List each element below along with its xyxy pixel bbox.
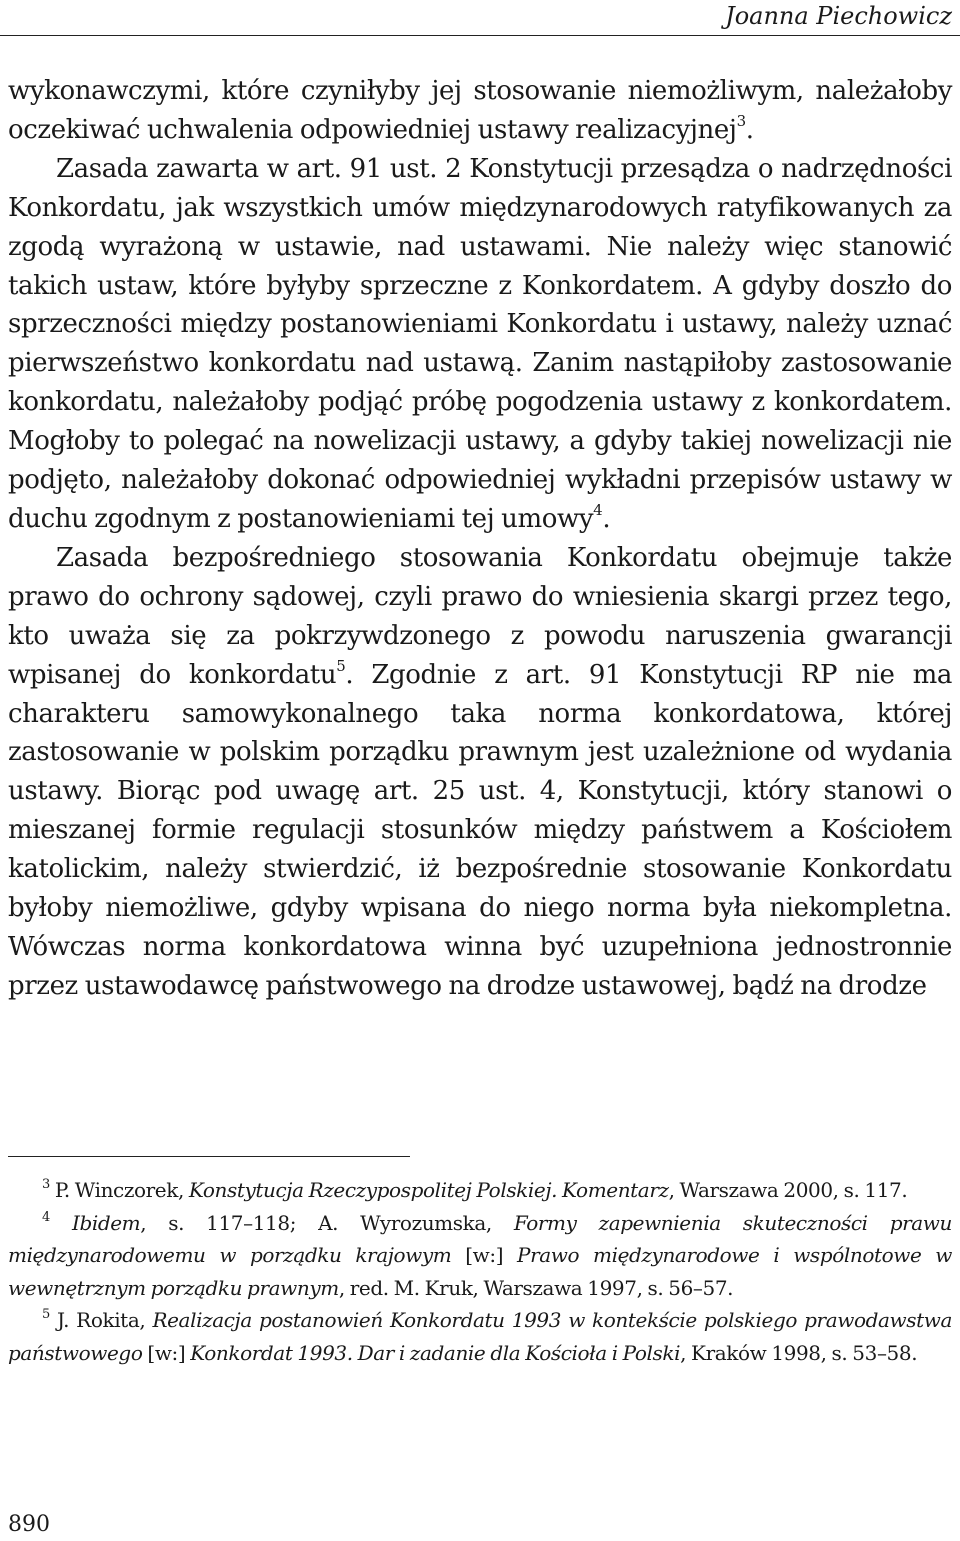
paragraph-2-end: . — [602, 503, 611, 534]
footnote-ref-4[interactable]: 4 — [593, 500, 603, 519]
page-number: 890 — [8, 1512, 50, 1537]
footnote-title: Konstytucja Rzeczypospolitej Polskiej. Komentarz — [188, 1178, 669, 1202]
footnote-ref-3[interactable]: 3 — [736, 111, 746, 130]
footnote-title: Realizacja postanowień Konkordatu 1993 w kontekście polskiego prawodawstwa państwowego — [8, 1308, 952, 1365]
paragraph-1-text: wykonawczymi, które czyniłyby jej stosowanie niemożliwym, należałoby oczekiwać uchwalenia odpowiedniej ustawy realizacyjnej — [8, 76, 952, 145]
footnote-3 — [8, 1174, 952, 1207]
paragraph-1 — [8, 72, 952, 150]
paragraph-3-text-b: . Zgodnie z art. 91 Konstytucji RP nie ma charakteru samowykonalnego taka norma konkordatowa, której zastosowanie w polskim porządku prawnym jest uzależnione od wydania ustawy. Biorąc pod uwagę art. 25 ust. 4, Konstytucji, który stanowi o mieszanej formie regulacji stosunków między państwem a Kościołem katolickim, należy stwierdzić, iż bezpośrednie stosowanie Konkordatu byłoby niemożliwe, gdyby wpisana do niego norma była niekompletna. Wówczas norma konkordatowa winna być uzupełniona jednostronnie przez ustawodawcę państwowego na drodze ustawowej, bądź na drodze — [8, 659, 952, 1001]
paragraph-2 — [8, 150, 952, 539]
paragraph-2-text: Zasada zawarta w art. 91 ust. 2 Konstytucji przesądza o nadrzędności Konkordatu, jak wszystkich umów międzynarodowych ratyfikowanych za zgodą wyrażoną w ustawie, nad ustawami. Nie należy więc stanowić takich ustaw, które byłyby sprzeczne z Konkordatem. A gdyby doszło do sprzeczności między postanowieniami Konkordatu i ustawy, należy uznać pierwszeństwo konkordatu nad ustawą. Zanim nastąpiłoby zastosowanie konkordatu, należałoby podjąć próbę pogodzenia ustawy z konkordatem. Mogłoby to polegać na nowelizacji ustawy, a gdyby takiej nowelizacji nie podjęto, należałoby dokonać odpowiedniej wykładni przepisów ustawy w duchu zgodnym z postanowieniami tej umowy — [8, 153, 952, 534]
paragraph-3-text-a: Zasada bezpośredniego stosowania Konkordatu obejmuje także prawo do ochrony sądowej, czyli prawo do wniesienia skargi przez tego, kto uważa się za pokrzywdzonego z powodu naruszenia gwarancji wpisanej do konkordatu — [8, 542, 952, 690]
paragraph-1-end: . — [745, 114, 754, 145]
footnote-number: 5 — [42, 1307, 50, 1322]
footnote-text: P. Winczorek, — [54, 1178, 189, 1202]
footnote-rule — [8, 1156, 410, 1157]
footnote-number: 4 — [42, 1209, 50, 1225]
footnote-text: , s. 117–118; A. Wyrozumska, — [140, 1210, 514, 1235]
footnote-text: , Warszawa 2000, s. 117. — [668, 1178, 908, 1202]
running-head-author: Joanna Piechowicz — [725, 2, 952, 30]
footnote-text: J. Rokita, — [57, 1308, 153, 1332]
footnote-text: , red. M. Kruk, Warszawa 1997, s. 56–57. — [338, 1275, 734, 1300]
header-rule — [0, 35, 960, 36]
body-text — [8, 72, 952, 1006]
footnote-title: Ibidem — [71, 1210, 141, 1235]
footnote-title: Konkordat 1993. Dar i zadanie dla Kościoła i Polski — [190, 1340, 681, 1365]
footnote-title: Formy zapewnienia skuteczności prawu międzynarodowemu w porządku krajowym — [8, 1210, 952, 1267]
paragraph-3 — [8, 539, 952, 1006]
footnote-4 — [8, 1207, 952, 1305]
footnote-ref-5[interactable]: 5 — [336, 656, 346, 675]
footnote-number: 3 — [42, 1177, 50, 1192]
footnote-title: Prawo międzynarodowe i wspólnotowe w wewnętrznym porządku prawnym — [8, 1243, 952, 1300]
footnotes — [8, 1174, 952, 1369]
footnote-text: [w:] — [451, 1243, 518, 1267]
footnote-text: [w:] — [142, 1340, 191, 1365]
footnote-5 — [8, 1304, 952, 1369]
footnote-text: , Kraków 1998, s. 53–58. — [680, 1340, 918, 1365]
